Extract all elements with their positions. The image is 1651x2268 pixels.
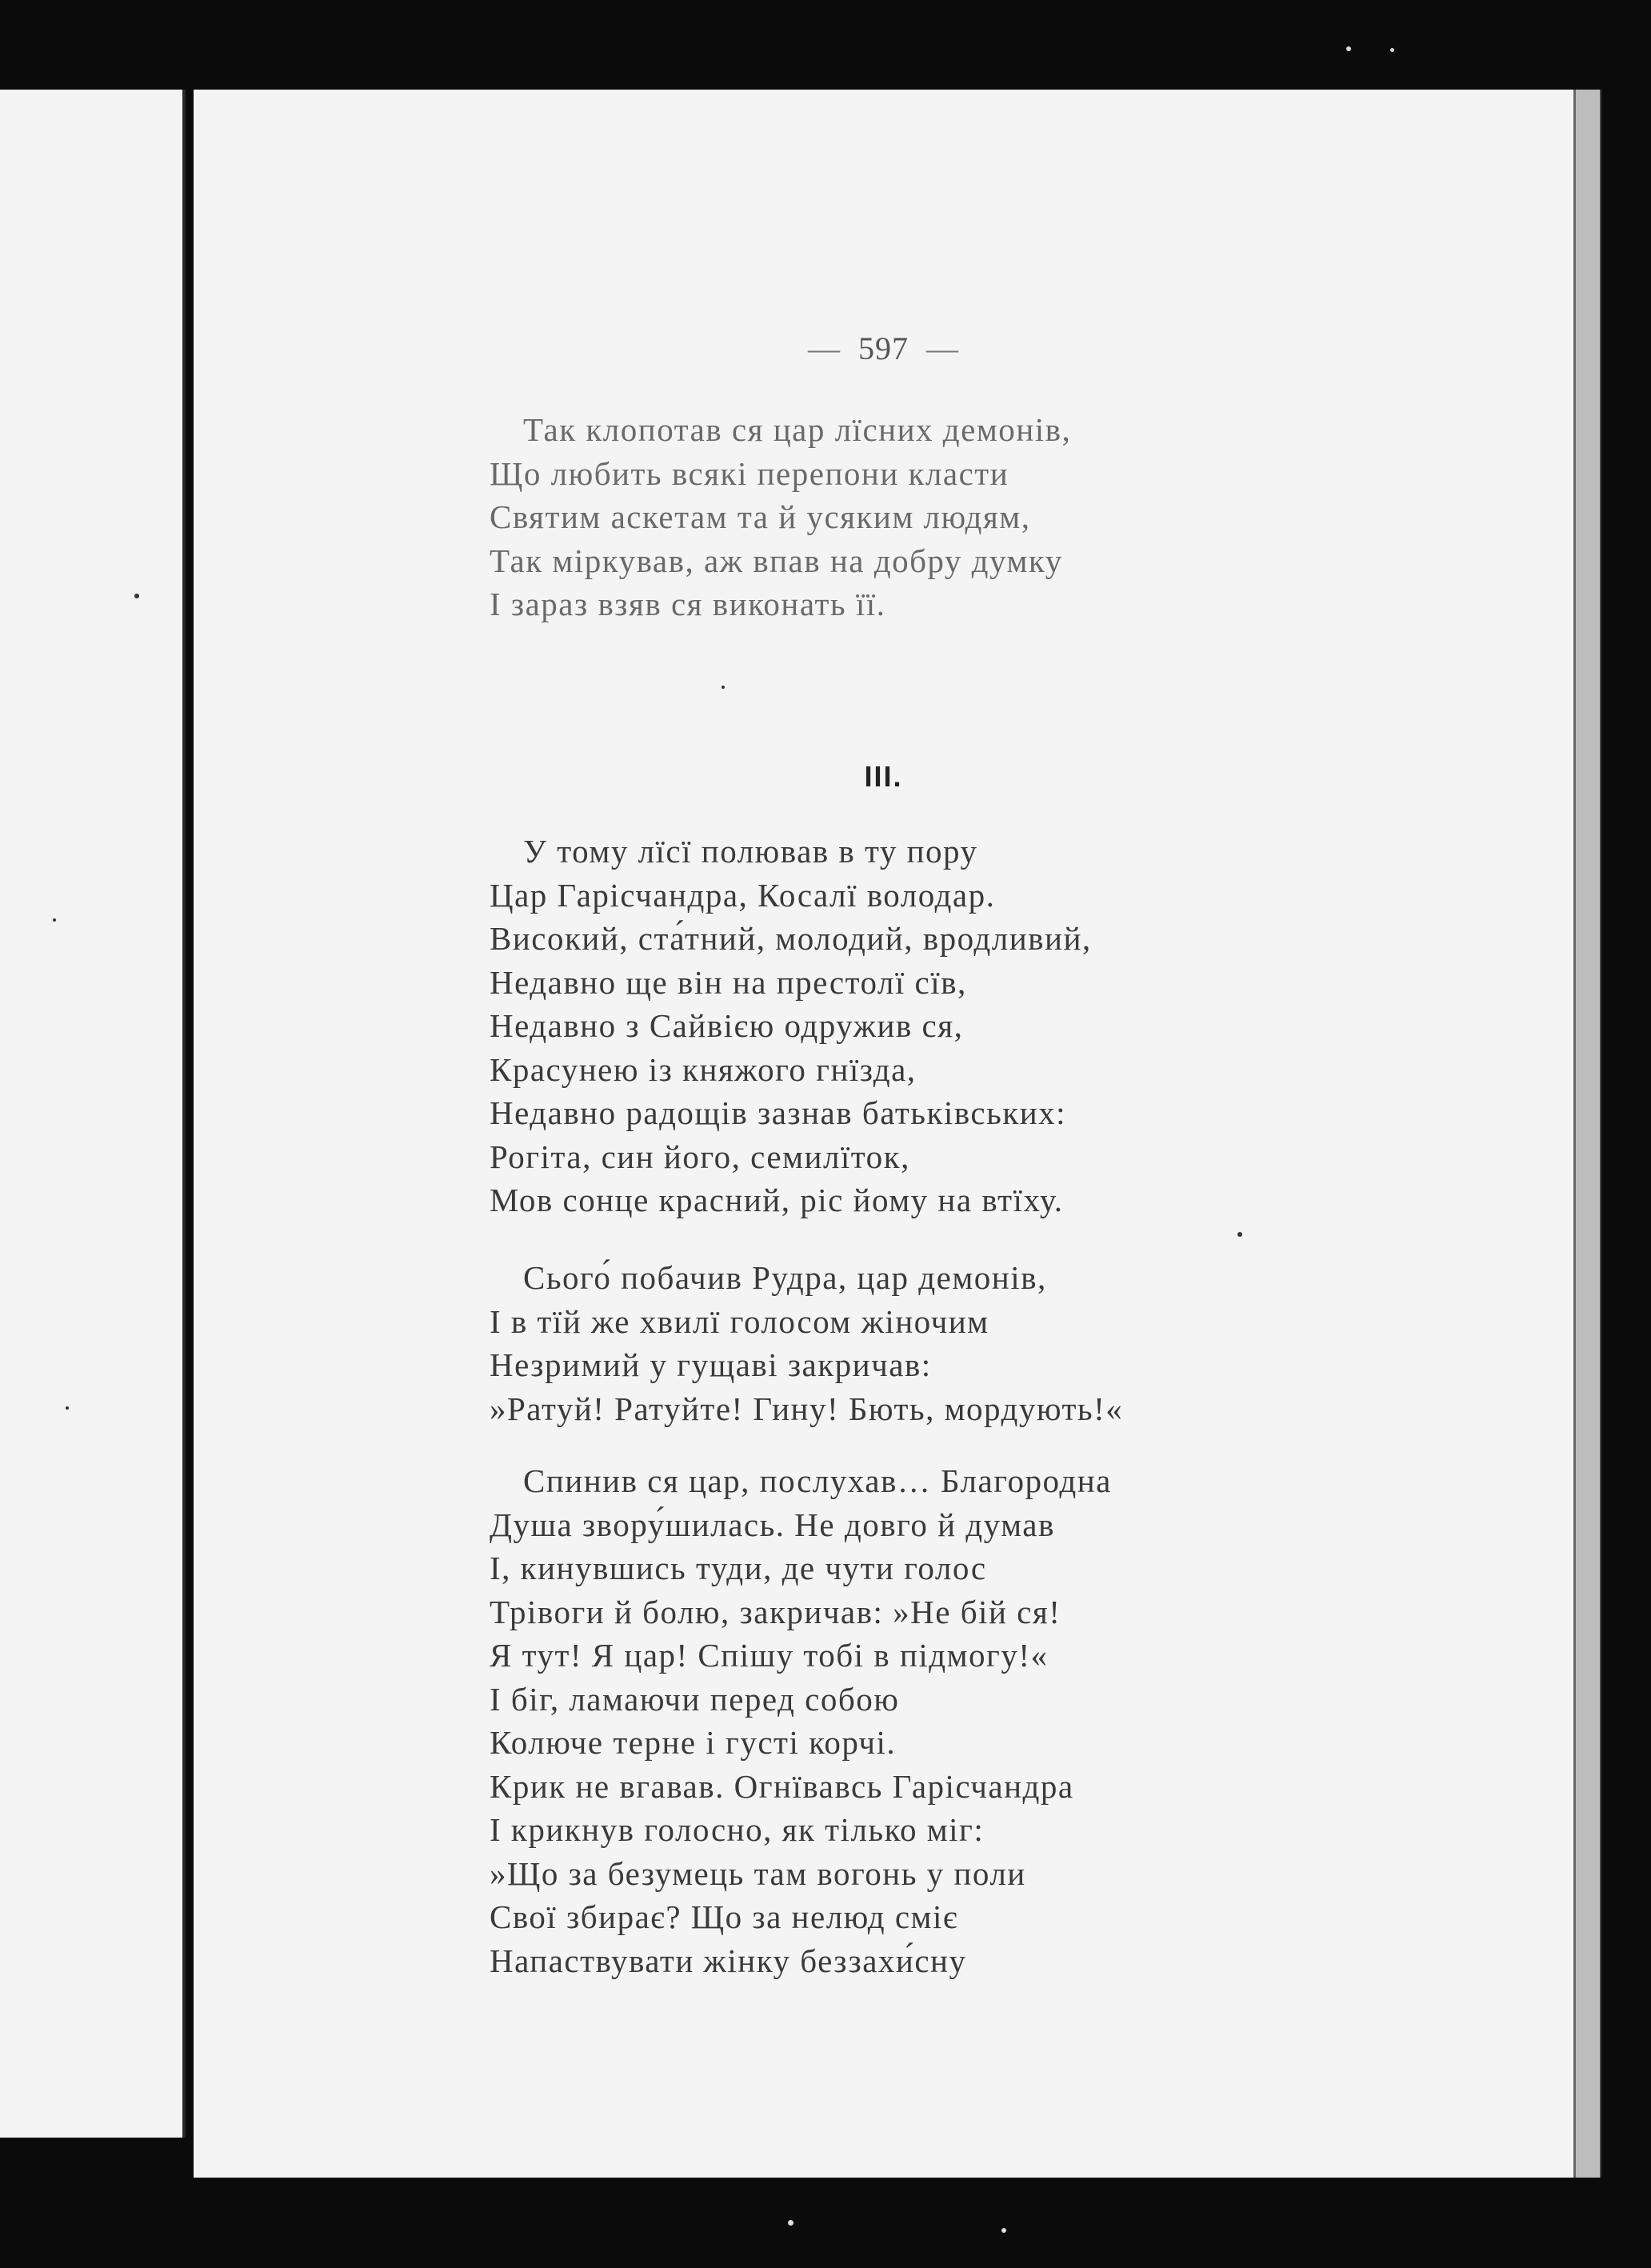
verse-line: Колюче терне і густі корчі.	[490, 1724, 897, 1761]
stanza-4	[490, 1459, 1112, 1982]
verse-line: Високий, ста́тний, молодий, вродливий,	[490, 920, 1092, 957]
verse-line: Свої збирає? Що за нелюд сміє	[490, 1898, 958, 1935]
dust-speck	[1346, 46, 1351, 51]
dust-speck	[1237, 1232, 1242, 1237]
dust-speck	[53, 918, 56, 922]
verse-line: Красунею із княжого гнїзда,	[490, 1050, 917, 1088]
page-number-line	[194, 330, 1573, 367]
verse-line: Святим аскетам та й усяким людям,	[490, 498, 1031, 535]
verse-line: Так клопотав ся цар лїсних демонів,	[523, 411, 1072, 448]
stanza-2	[490, 830, 1092, 1222]
stanza-1	[490, 408, 1071, 626]
previous-page-edge	[0, 90, 186, 2138]
page-number: 597	[858, 330, 909, 366]
verse-line: Крик не вгавав. Огнївавсь Гарісчандра	[490, 1767, 1074, 1805]
verse-line: Спинив ся цар, послухав… Благородна	[523, 1462, 1112, 1499]
verse-line: Я тут! Я цар! Спішу тобі в підмогу!«	[490, 1637, 1049, 1674]
verse-line: І в тїй же хвилї голосом жіночим	[490, 1302, 989, 1340]
page-number-dash-left: —	[808, 330, 841, 366]
dust-speck	[134, 594, 139, 598]
verse-line: Що любить всякі перепони класти	[490, 454, 1009, 492]
verse-line: У тому лїсї полював в ту пору	[523, 833, 978, 870]
verse-line: Душа звору́шилась. Не довго й думав	[490, 1506, 1055, 1543]
stanza-3	[490, 1256, 1123, 1430]
dust-speck	[788, 2220, 794, 2226]
verse-line: І крикнув голосно, як тілько міг:	[490, 1811, 985, 1848]
verse-line: І біг, ламаючи перед собою	[490, 1680, 900, 1718]
verse-line: І зараз взяв ся виконать її.	[490, 586, 886, 622]
page-edge	[1573, 90, 1601, 2178]
dust-speck	[722, 686, 725, 689]
verse-line: »Що за безумець там вогонь у поли	[490, 1854, 1026, 1892]
verse-line: Недавно з Сайвією одружив ся,	[490, 1007, 964, 1044]
verse-line: Рогіта, син його, семилїток,	[490, 1138, 910, 1175]
dust-speck	[66, 1406, 69, 1410]
verse-line: Трівоги й болю, закричав: »Не бій ся!	[490, 1593, 1061, 1630]
dust-speck	[1001, 2228, 1006, 2233]
dust-speck	[1390, 48, 1394, 52]
verse-line: Незримий у гущаві закричав:	[490, 1346, 932, 1383]
verse-line: Недавно радощів зазнав батьківських:	[490, 1094, 1067, 1131]
verse-line: Мов сонце красний, ріс йому на втїху.	[490, 1182, 1064, 1218]
page-number-dash-right: —	[926, 330, 959, 366]
verse-line: »Ратуй! Ратуйте! Гину! Бють, мордують!«	[490, 1390, 1124, 1427]
verse-line: Напаствувати жінку беззахи́сну	[490, 1942, 967, 1979]
verse-line: І, кинувшись туди, де чути голос	[490, 1550, 987, 1586]
book-page	[194, 90, 1573, 2178]
section-heading: III.	[864, 760, 903, 793]
verse-line: Недавно ще він на престолї сїв,	[490, 963, 967, 1001]
verse-line: Цар Гарісчандра, Косалї володар.	[490, 876, 996, 914]
verse-line: Сього́ побачив Рудра, цар демонів,	[523, 1259, 1047, 1296]
verse-line: Так міркував, аж впав на добру думку	[490, 542, 1063, 579]
